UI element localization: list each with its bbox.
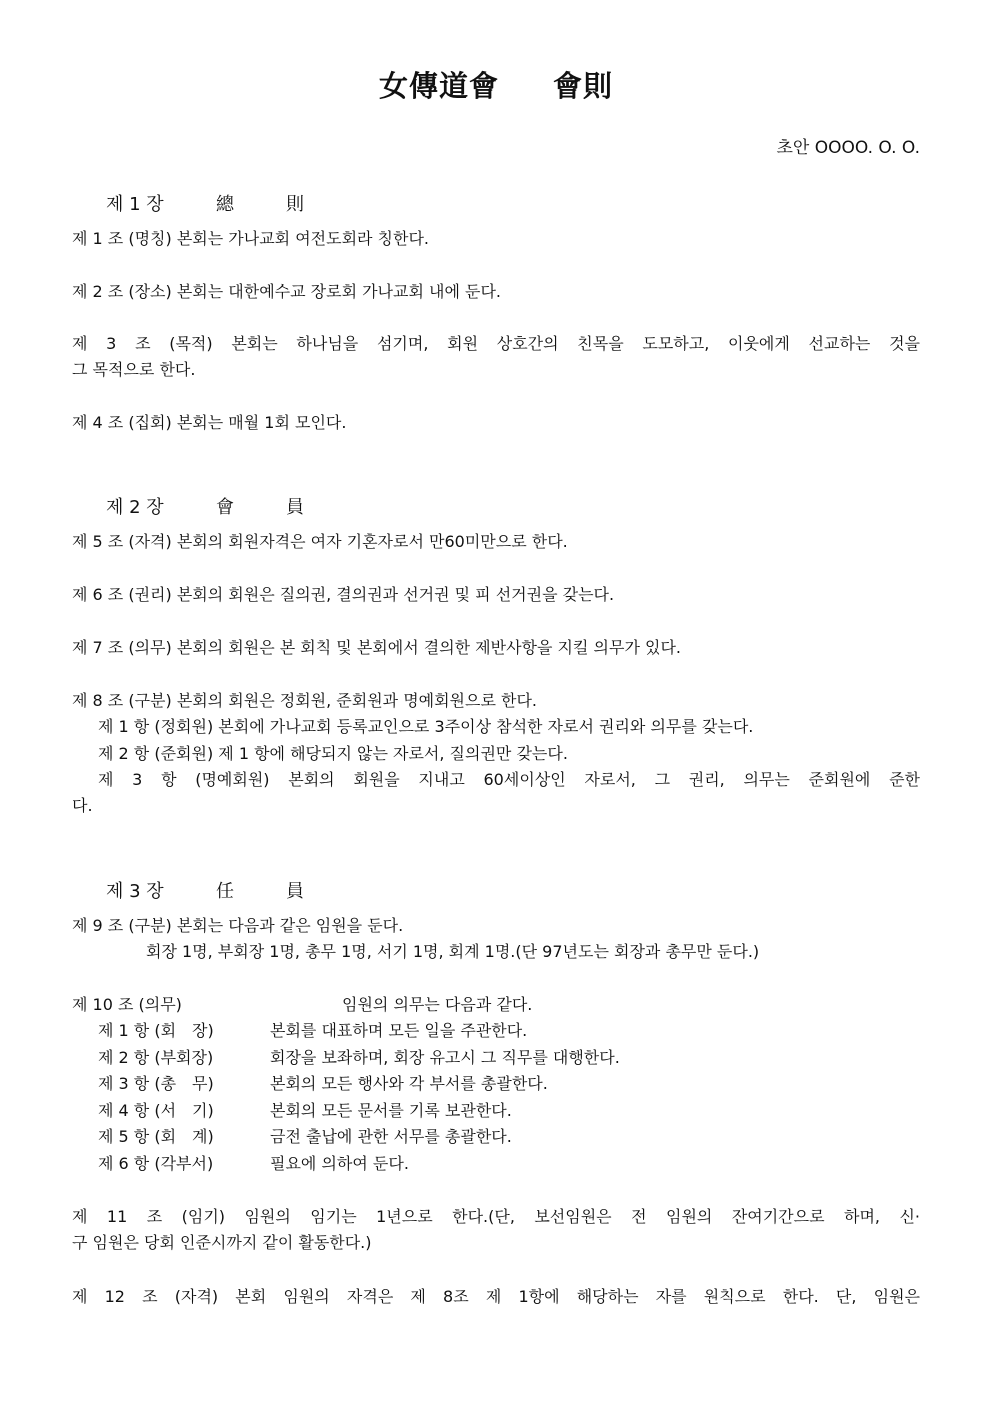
chapter-3-heading	[106, 879, 304, 905]
article-8-paragraph-1: 제 1 항 (정회원) 본회에 가나교회 등록교인으로 3주이상 참석한 자로서 권리와 의무를 갖는다.	[98, 717, 754, 736]
article-6: 제 6 조 (권리) 본회의 회원은 질의권, 결의권과 선거권 및 피 선거권을 갖는다.	[72, 585, 615, 604]
item-label: 제 3 항 (총 무)	[98, 1074, 214, 1093]
article-12-line-1: 제 12 조 (자격) 본회 임원의 자격은 제 8조 제 1항에 해당하는 자를 원칙으로 한다. 단, 임원은	[72, 1287, 920, 1306]
item-text: 본회의 모든 문서를 기록 보관한다.	[270, 1101, 512, 1120]
article-8-paragraph-3-line-1: 제 3 항 (명예회원) 본회의 회원을 지내고 60세이상인 자로서, 그 권리, 의무는 준회원에 준한	[98, 770, 920, 789]
article-3-line-2: 그 목적으로 한다.	[72, 360, 196, 379]
article-10-item-6	[98, 1151, 920, 1177]
item-label: 제 4 항 (서 기)	[98, 1101, 214, 1120]
article-10-item-1	[98, 1018, 920, 1044]
item-label: 제 5 항 (회 계)	[98, 1127, 214, 1146]
article-11-line-2: 구 임원은 당회 인준시까지 같이 활동한다.)	[72, 1233, 372, 1252]
article-9: 제 9 조 (구분) 본회는 다음과 같은 임원을 둔다.	[72, 916, 404, 935]
draft-date: 초안 OOOO. O. O.	[776, 138, 920, 158]
item-text: 본회의 모든 행사와 각 부서를 총괄한다.	[270, 1074, 548, 1093]
article-9-officers: 회장 1명, 부회장 1명, 총무 1명, 서기 1명, 회계 1명.(단 97년도는 회장과 총무만 둔다.)	[146, 942, 760, 961]
article-10	[72, 992, 920, 1018]
chapter-name-b: 員	[286, 881, 304, 902]
article-8-paragraph-3-line-2: 다.	[72, 796, 93, 815]
chapter-name-a: 會	[216, 497, 234, 518]
item-text: 회장을 보좌하며, 회장 유고시 그 직무를 대행한다.	[270, 1048, 620, 1067]
chapter-name-b: 員	[286, 497, 304, 518]
article-10-heading: 제 10 조 (의무)	[72, 995, 182, 1014]
article-11-line-1: 제 11 조 (임기) 임원의 임기는 1년으로 한다.(단, 보선임원은 전 임원의 잔여기간으로 하며, 신·	[72, 1207, 920, 1226]
article-5: 제 5 조 (자격) 본회의 회원자격은 여자 기혼자로서 만60미만으로 한다.	[72, 532, 568, 551]
article-2: 제 2 조 (장소) 본회는 대한예수교 장로회 가나교회 내에 둔다.	[72, 282, 502, 301]
item-label: 제 2 항 (부회장)	[98, 1048, 214, 1067]
article-3-line-1: 제 3 조 (목적) 본회는 하나님을 섬기며, 회원 상호간의 친목을 도모하고, 이웃에게 선교하는 것을	[72, 334, 920, 353]
article-7: 제 7 조 (의무) 본회의 회원은 본 회칙 및 본회에서 결의한 제반사항을 지킬 의무가 있다.	[72, 638, 682, 657]
document-title	[0, 66, 992, 106]
item-text: 필요에 의하여 둔다.	[270, 1154, 409, 1173]
chapter-name-b: 則	[286, 194, 304, 215]
chapter-1-heading	[106, 192, 304, 218]
article-10-item-5	[98, 1124, 920, 1150]
chapter-name-a: 任	[216, 881, 234, 902]
article-8: 제 8 조 (구분) 본회의 회원은 정회원, 준회원과 명예회원으로 한다.	[72, 691, 538, 710]
item-text: 본회를 대표하며 모든 일을 주관한다.	[270, 1021, 528, 1040]
title-part-1: 女傳道會	[378, 69, 499, 103]
chapter-number: 제 2 장	[106, 497, 164, 518]
article-4: 제 4 조 (집회) 본회는 매월 1회 모인다.	[72, 413, 347, 432]
chapter-2-heading	[106, 495, 304, 521]
item-text: 금전 출납에 관한 서무를 총괄한다.	[270, 1127, 512, 1146]
chapter-number: 제 1 장	[106, 194, 164, 215]
article-1: 제 1 조 (명칭) 본회는 가나교회 여전도회라 칭한다.	[72, 229, 430, 248]
article-8-paragraph-2: 제 2 항 (준회원) 제 1 항에 해당되지 않는 자로서, 질의권만 갖는다.	[98, 744, 568, 763]
title-part-2: 會則	[553, 69, 614, 103]
article-10-text: 임원의 의무는 다음과 같다.	[342, 995, 533, 1014]
chapter-number: 제 3 장	[106, 881, 164, 902]
article-10-item-2	[98, 1045, 920, 1071]
article-10-item-3	[98, 1071, 920, 1097]
article-10-item-4	[98, 1098, 920, 1124]
item-label: 제 1 항 (회 장)	[98, 1021, 214, 1040]
chapter-name-a: 總	[216, 194, 234, 215]
item-label: 제 6 항 (각부서)	[98, 1154, 214, 1173]
